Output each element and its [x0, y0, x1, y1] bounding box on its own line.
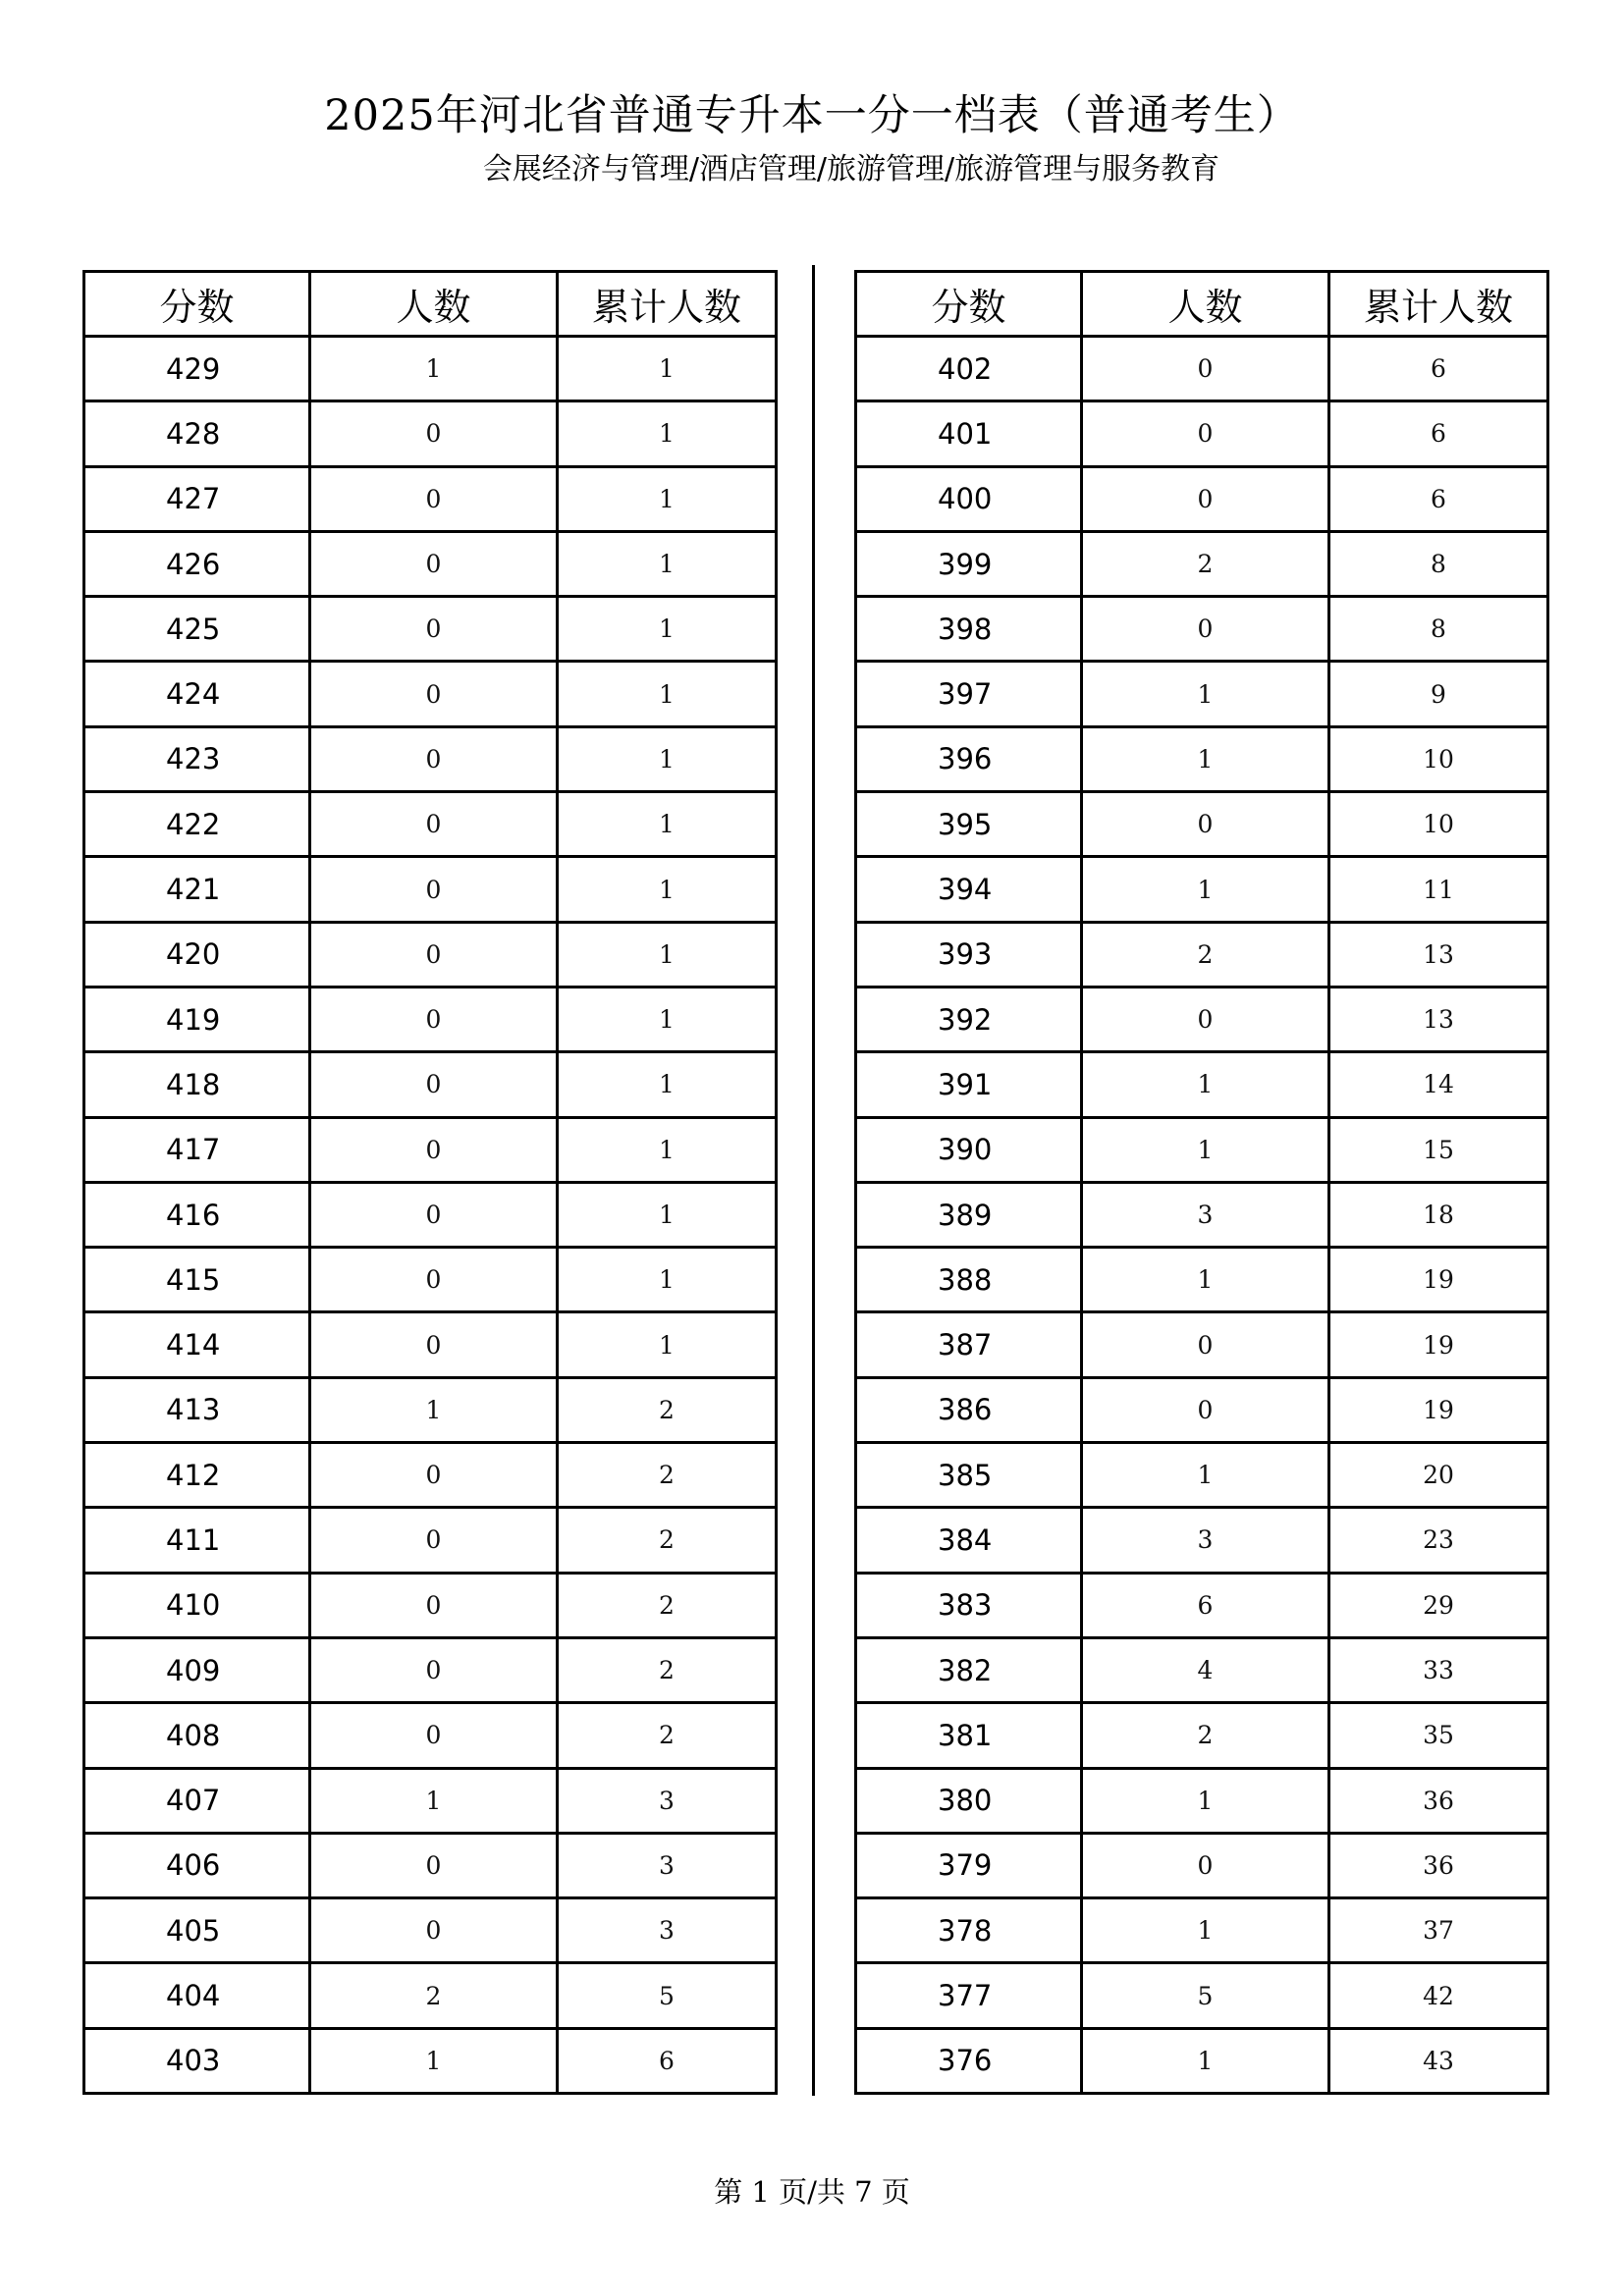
- count-cell: 0: [310, 1508, 558, 1573]
- cumulative-cell: 2: [558, 1703, 777, 1768]
- cumulative-cell: 15: [1329, 1117, 1548, 1182]
- count-cell: 2: [310, 1963, 558, 2028]
- cumulative-cell: 1: [558, 1248, 777, 1312]
- score-cell: 398: [856, 597, 1082, 662]
- cumulative-cell: 8: [1329, 531, 1548, 596]
- count-cell: 0: [310, 1182, 558, 1247]
- score-cell: 424: [84, 662, 310, 726]
- cumulative-cell: 20: [1329, 1443, 1548, 1508]
- table-row: [84, 466, 777, 531]
- cumulative-cell: 1: [558, 337, 777, 401]
- count-cell: 1: [1082, 1248, 1329, 1312]
- count-cell: 1: [1082, 726, 1329, 791]
- table-row: [856, 531, 1548, 596]
- table-row: [84, 857, 777, 922]
- header-score: 分数: [856, 272, 1082, 337]
- count-cell: 0: [310, 857, 558, 922]
- count-cell: 0: [310, 1703, 558, 1768]
- cumulative-cell: 1: [558, 466, 777, 531]
- score-cell: 402: [856, 337, 1082, 401]
- table-row: [84, 1637, 777, 1702]
- count-cell: 0: [1082, 1377, 1329, 1442]
- score-table-right: [854, 270, 1549, 2095]
- count-cell: 0: [310, 1248, 558, 1312]
- page-title: 2025年河北省普通专升本一分一档表（普通考生）: [324, 91, 1300, 140]
- count-cell: 0: [310, 466, 558, 531]
- cumulative-cell: 9: [1329, 662, 1548, 726]
- table-row: [856, 1637, 1548, 1702]
- table-row: [856, 401, 1548, 466]
- table-row: [856, 1703, 1548, 1768]
- column-divider: [812, 265, 815, 2096]
- count-cell: 0: [310, 792, 558, 857]
- count-cell: 0: [1082, 1833, 1329, 1897]
- cumulative-cell: 19: [1329, 1248, 1548, 1312]
- cumulative-cell: 1: [558, 726, 777, 791]
- table-row: [856, 1312, 1548, 1377]
- cumulative-cell: 1: [558, 531, 777, 596]
- count-cell: 1: [1082, 1052, 1329, 1117]
- cumulative-cell: 42: [1329, 1963, 1548, 2028]
- table-row: [856, 1182, 1548, 1247]
- table-row: [856, 1052, 1548, 1117]
- score-cell: 378: [856, 1898, 1082, 1963]
- table-row: [856, 1443, 1548, 1508]
- cumulative-cell: 1: [558, 857, 777, 922]
- header-count: 人数: [310, 272, 558, 337]
- count-cell: 4: [1082, 1637, 1329, 1702]
- count-cell: 0: [310, 1898, 558, 1963]
- cumulative-cell: 33: [1329, 1637, 1548, 1702]
- score-cell: 421: [84, 857, 310, 922]
- score-cell: 416: [84, 1182, 310, 1247]
- table-row: [84, 1508, 777, 1573]
- count-cell: 0: [310, 531, 558, 596]
- count-cell: 1: [310, 1377, 558, 1442]
- count-cell: 0: [1082, 466, 1329, 531]
- cumulative-cell: 1: [558, 1052, 777, 1117]
- cumulative-cell: 6: [1329, 337, 1548, 401]
- count-cell: 0: [1082, 987, 1329, 1051]
- score-cell: 423: [84, 726, 310, 791]
- cumulative-cell: 6: [1329, 466, 1548, 531]
- table-row: [84, 1443, 777, 1508]
- table-row: [856, 1248, 1548, 1312]
- table-row: [856, 1508, 1548, 1573]
- score-cell: 377: [856, 1963, 1082, 2028]
- table-row: [856, 466, 1548, 531]
- table-row: [84, 531, 777, 596]
- page-footer: 第 1 页/共 7 页: [714, 2175, 910, 2209]
- cumulative-cell: 29: [1329, 1573, 1548, 1637]
- score-cell: 382: [856, 1637, 1082, 1702]
- score-cell: 418: [84, 1052, 310, 1117]
- cumulative-cell: 11: [1329, 857, 1548, 922]
- score-cell: 403: [84, 2028, 310, 2093]
- table-row: [856, 597, 1548, 662]
- table-row: [84, 662, 777, 726]
- count-cell: 2: [1082, 531, 1329, 596]
- table-row: [856, 337, 1548, 401]
- table-row: [84, 726, 777, 791]
- count-cell: 0: [310, 726, 558, 791]
- score-cell: 401: [856, 401, 1082, 466]
- cumulative-cell: 23: [1329, 1508, 1548, 1573]
- cumulative-cell: 3: [558, 1768, 777, 1833]
- score-cell: 387: [856, 1312, 1082, 1377]
- count-cell: 0: [310, 1833, 558, 1897]
- cumulative-cell: 13: [1329, 922, 1548, 987]
- score-cell: 379: [856, 1833, 1082, 1897]
- score-cell: 397: [856, 662, 1082, 726]
- page-subtitle: 会展经济与管理/酒店管理/旅游管理/旅游管理与服务教育: [482, 152, 1220, 187]
- cumulative-cell: 1: [558, 792, 777, 857]
- score-cell: 384: [856, 1508, 1082, 1573]
- header-cumulative: 累计人数: [558, 272, 777, 337]
- table-row: [856, 1768, 1548, 1833]
- score-cell: 399: [856, 531, 1082, 596]
- count-cell: 0: [310, 1312, 558, 1377]
- table-row: [84, 1377, 777, 1442]
- cumulative-cell: 19: [1329, 1312, 1548, 1377]
- header-cumulative: 累计人数: [1329, 272, 1548, 337]
- count-cell: 1: [1082, 1117, 1329, 1182]
- table-row: [856, 1377, 1548, 1442]
- cumulative-cell: 36: [1329, 1833, 1548, 1897]
- count-cell: 5: [1082, 1963, 1329, 2028]
- table-row: [856, 922, 1548, 987]
- count-cell: 1: [310, 1768, 558, 1833]
- score-cell: 410: [84, 1573, 310, 1637]
- score-cell: 404: [84, 1963, 310, 2028]
- score-cell: 393: [856, 922, 1082, 987]
- count-cell: 0: [1082, 337, 1329, 401]
- cumulative-cell: 1: [558, 401, 777, 466]
- cumulative-cell: 13: [1329, 987, 1548, 1051]
- table-row: [84, 2028, 777, 2093]
- score-cell: 415: [84, 1248, 310, 1312]
- score-cell: 376: [856, 2028, 1082, 2093]
- score-cell: 405: [84, 1898, 310, 1963]
- header-count: 人数: [1082, 272, 1329, 337]
- score-cell: 412: [84, 1443, 310, 1508]
- count-cell: 1: [1082, 1898, 1329, 1963]
- score-cell: 389: [856, 1182, 1082, 1247]
- cumulative-cell: 43: [1329, 2028, 1548, 2093]
- count-cell: 0: [310, 1637, 558, 1702]
- score-cell: 426: [84, 531, 310, 596]
- table-row: [84, 1768, 777, 1833]
- table-row: [84, 1248, 777, 1312]
- table-row: [856, 662, 1548, 726]
- table-row: [84, 337, 777, 401]
- count-cell: 0: [1082, 792, 1329, 857]
- count-cell: 2: [1082, 1703, 1329, 1768]
- table-row: [856, 792, 1548, 857]
- score-cell: 409: [84, 1637, 310, 1702]
- score-cell: 392: [856, 987, 1082, 1051]
- score-table-left: [82, 270, 778, 2095]
- score-cell: 386: [856, 1377, 1082, 1442]
- score-cell: 408: [84, 1703, 310, 1768]
- count-cell: 0: [310, 1443, 558, 1508]
- table-row: [856, 1573, 1548, 1637]
- cumulative-cell: 6: [1329, 401, 1548, 466]
- score-cell: 395: [856, 792, 1082, 857]
- cumulative-cell: 2: [558, 1637, 777, 1702]
- table-row: [856, 1833, 1548, 1897]
- table-row: [856, 987, 1548, 1051]
- count-cell: 1: [310, 337, 558, 401]
- count-cell: 1: [1082, 1443, 1329, 1508]
- count-cell: 1: [1082, 1768, 1329, 1833]
- cumulative-cell: 3: [558, 1833, 777, 1897]
- cumulative-cell: 35: [1329, 1703, 1548, 1768]
- score-cell: 381: [856, 1703, 1082, 1768]
- table-body-right: [856, 337, 1548, 2094]
- table-header-row: [856, 272, 1548, 337]
- count-cell: 2: [1082, 922, 1329, 987]
- cumulative-cell: 8: [1329, 597, 1548, 662]
- score-cell: 414: [84, 1312, 310, 1377]
- score-cell: 411: [84, 1508, 310, 1573]
- table-row: [84, 1052, 777, 1117]
- score-cell: 419: [84, 987, 310, 1051]
- score-cell: 396: [856, 726, 1082, 791]
- score-cell: 385: [856, 1443, 1082, 1508]
- cumulative-cell: 36: [1329, 1768, 1548, 1833]
- cumulative-cell: 1: [558, 1182, 777, 1247]
- score-cell: 388: [856, 1248, 1082, 1312]
- score-cell: 427: [84, 466, 310, 531]
- table-row: [84, 597, 777, 662]
- score-cell: 407: [84, 1768, 310, 1833]
- score-cell: 417: [84, 1117, 310, 1182]
- score-cell: 420: [84, 922, 310, 987]
- cumulative-cell: 1: [558, 922, 777, 987]
- table-row: [856, 1898, 1548, 1963]
- count-cell: 6: [1082, 1573, 1329, 1637]
- score-cell: 391: [856, 1052, 1082, 1117]
- cumulative-cell: 3: [558, 1898, 777, 1963]
- table-row: [84, 1898, 777, 1963]
- count-cell: 1: [1082, 857, 1329, 922]
- table-row: [84, 792, 777, 857]
- count-cell: 0: [1082, 401, 1329, 466]
- score-cell: 413: [84, 1377, 310, 1442]
- table-row: [856, 726, 1548, 791]
- cumulative-cell: 5: [558, 1963, 777, 2028]
- table-row: [84, 1312, 777, 1377]
- count-cell: 0: [310, 662, 558, 726]
- cumulative-cell: 10: [1329, 726, 1548, 791]
- table-row: [84, 1963, 777, 2028]
- score-cell: 383: [856, 1573, 1082, 1637]
- count-cell: 0: [310, 1052, 558, 1117]
- table-row: [856, 1117, 1548, 1182]
- table-row: [84, 1182, 777, 1247]
- cumulative-cell: 14: [1329, 1052, 1548, 1117]
- score-cell: 428: [84, 401, 310, 466]
- table-row: [84, 1573, 777, 1637]
- score-cell: 422: [84, 792, 310, 857]
- score-cell: 429: [84, 337, 310, 401]
- count-cell: 1: [1082, 2028, 1329, 2093]
- cumulative-cell: 1: [558, 662, 777, 726]
- score-cell: 380: [856, 1768, 1082, 1833]
- count-cell: 0: [310, 1117, 558, 1182]
- count-cell: 0: [1082, 1312, 1329, 1377]
- score-cell: 406: [84, 1833, 310, 1897]
- cumulative-cell: 2: [558, 1508, 777, 1573]
- cumulative-cell: 18: [1329, 1182, 1548, 1247]
- cumulative-cell: 2: [558, 1377, 777, 1442]
- count-cell: 0: [310, 1573, 558, 1637]
- table-row: [84, 1833, 777, 1897]
- cumulative-cell: 1: [558, 987, 777, 1051]
- count-cell: 0: [310, 597, 558, 662]
- count-cell: 3: [1082, 1508, 1329, 1573]
- score-cell: 390: [856, 1117, 1082, 1182]
- count-cell: 0: [310, 922, 558, 987]
- header-score: 分数: [84, 272, 310, 337]
- table-row: [84, 401, 777, 466]
- table-row: [856, 1963, 1548, 2028]
- score-cell: 400: [856, 466, 1082, 531]
- count-cell: 1: [310, 2028, 558, 2093]
- count-cell: 0: [310, 987, 558, 1051]
- cumulative-cell: 37: [1329, 1898, 1548, 1963]
- table-header-row: [84, 272, 777, 337]
- cumulative-cell: 19: [1329, 1377, 1548, 1442]
- count-cell: 0: [1082, 597, 1329, 662]
- table-body-left: [84, 337, 777, 2094]
- score-cell: 394: [856, 857, 1082, 922]
- table-row: [856, 857, 1548, 922]
- count-cell: 3: [1082, 1182, 1329, 1247]
- cumulative-cell: 10: [1329, 792, 1548, 857]
- table-row: [84, 1117, 777, 1182]
- count-cell: 0: [310, 401, 558, 466]
- score-cell: 425: [84, 597, 310, 662]
- table-row: [856, 2028, 1548, 2093]
- cumulative-cell: 1: [558, 1312, 777, 1377]
- cumulative-cell: 2: [558, 1573, 777, 1637]
- table-row: [84, 922, 777, 987]
- cumulative-cell: 1: [558, 597, 777, 662]
- table-row: [84, 1703, 777, 1768]
- count-cell: 1: [1082, 662, 1329, 726]
- table-row: [84, 987, 777, 1051]
- cumulative-cell: 2: [558, 1443, 777, 1508]
- cumulative-cell: 6: [558, 2028, 777, 2093]
- cumulative-cell: 1: [558, 1117, 777, 1182]
